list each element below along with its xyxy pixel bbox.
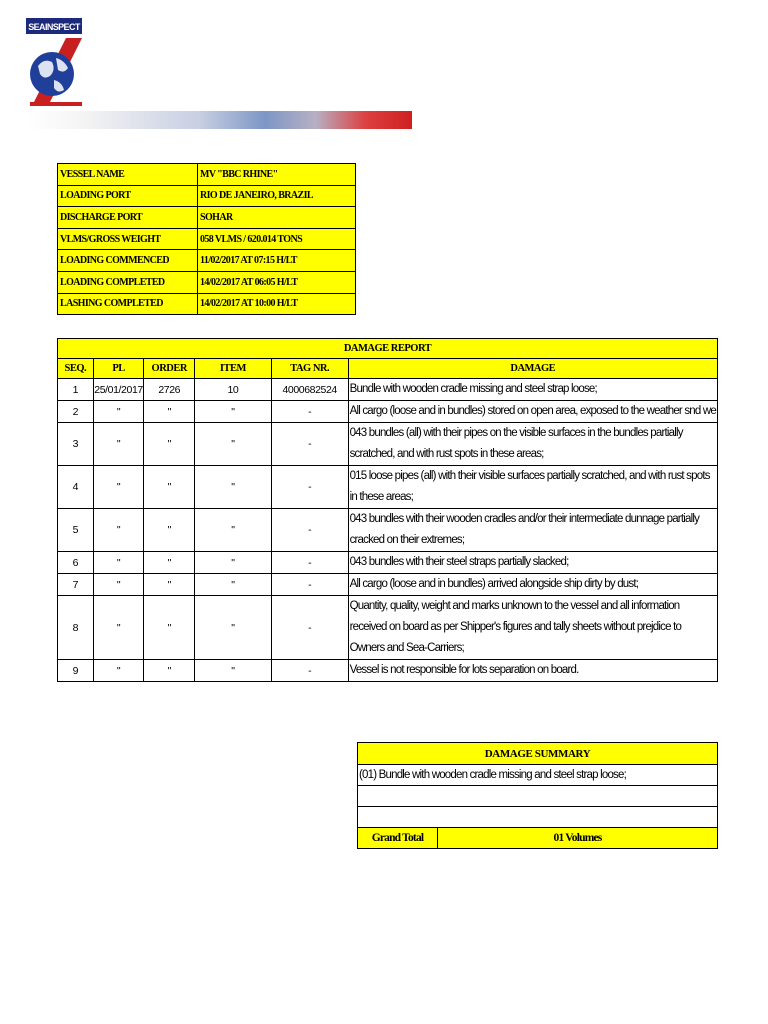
vessel-info-row (58, 250, 356, 272)
pl-cell: " (93, 466, 144, 509)
seq-cell: 1 (58, 379, 94, 401)
damage-row (58, 401, 718, 423)
tag-cell: - (271, 466, 348, 509)
item-cell: " (195, 401, 272, 423)
item-cell: " (195, 574, 272, 596)
damage-row (58, 423, 718, 466)
vessel-info-value: 14/02/2017 AT 06:05 H/LT (198, 271, 356, 293)
vessel-info-row (58, 164, 356, 186)
vessel-info-label: VESSEL NAME (58, 164, 198, 186)
damage-cell: All cargo (loose and in bundles) stored on open area, exposed to the weather snd we (348, 401, 717, 423)
item-cell: 10 (195, 379, 272, 401)
vessel-info-table (57, 163, 356, 315)
damage-row (58, 574, 718, 596)
item-cell: " (195, 423, 272, 466)
tag-cell: - (271, 596, 348, 660)
header-gradient-bar (26, 111, 412, 129)
damage-row (58, 660, 718, 682)
damage-row (58, 509, 718, 552)
vessel-info-row (58, 293, 356, 315)
seq-cell: 2 (58, 401, 94, 423)
damage-summary-title: DAMAGE SUMMARY (358, 743, 718, 765)
pl-cell: 25/01/2017 (93, 379, 144, 401)
item-cell: " (195, 466, 272, 509)
tag-cell: - (271, 552, 348, 574)
item-cell: " (195, 596, 272, 660)
vessel-info-value: 058 VLMS / 620.014 TONS (198, 228, 356, 250)
order-cell: " (144, 509, 195, 552)
col-item-header: ITEM (195, 359, 272, 379)
col-damage-header: DAMAGE (348, 359, 717, 379)
damage-cell: 043 bundles with their wooden cradles and/or their intermediate dunnage partially cracked on their extremes; (348, 509, 717, 552)
vessel-info-row (58, 228, 356, 250)
seq-cell: 8 (58, 596, 94, 660)
damage-cell: 043 bundles with their steel straps partially slacked; (348, 552, 717, 574)
damage-cell: Vessel is not responsible for lots separation on board. (348, 660, 717, 682)
vessel-info-value: 14/02/2017 AT 10:00 H/LT (198, 293, 356, 315)
svg-text:SEAINSPECT: SEAINSPECT (28, 22, 80, 32)
order-cell: " (144, 423, 195, 466)
order-cell: " (144, 596, 195, 660)
seq-cell: 4 (58, 466, 94, 509)
seq-cell: 6 (58, 552, 94, 574)
summary-line-empty (358, 807, 718, 828)
summary-line-empty (358, 786, 718, 807)
vessel-info-row (58, 207, 356, 229)
damage-row (58, 466, 718, 509)
damage-cell: Quantity, quality, weight and marks unknown to the vessel and all information received on board as per Shipper's figures and tally sheets without prejdice to Owners and Sea-Carriers; (348, 596, 717, 660)
item-cell: " (195, 660, 272, 682)
pl-cell: " (93, 401, 144, 423)
order-cell: " (144, 401, 195, 423)
vessel-info-value: SOHAR (198, 207, 356, 229)
vessel-info-value: MV "BBC RHINE" (198, 164, 356, 186)
vessel-info-row (58, 185, 356, 207)
grand-total-value: 01 Volumes (438, 828, 718, 849)
vessel-info-label: LASHING COMPLETED (58, 293, 198, 315)
pl-cell: " (93, 660, 144, 682)
pl-cell: " (93, 552, 144, 574)
order-cell: " (144, 552, 195, 574)
tag-cell: - (271, 574, 348, 596)
item-cell: " (195, 509, 272, 552)
damage-cell: 043 bundles (all) with their pipes on the visible surfaces in the bundles partially scratched, and with rust spots in these areas; (348, 423, 717, 466)
seq-cell: 7 (58, 574, 94, 596)
order-cell: 2726 (144, 379, 195, 401)
seq-cell: 3 (58, 423, 94, 466)
tag-cell: - (271, 401, 348, 423)
damage-row (58, 379, 718, 401)
vessel-info-value: 11/02/2017 AT 07:15 H/LT (198, 250, 356, 272)
vessel-info-label: LOADING COMMENCED (58, 250, 198, 272)
damage-report-title: DAMAGE REPORT (58, 339, 718, 359)
tag-cell: - (271, 423, 348, 466)
col-tag-header: TAG NR. (271, 359, 348, 379)
vessel-info-label: LOADING COMPLETED (58, 271, 198, 293)
tag-cell: - (271, 660, 348, 682)
item-cell: " (195, 552, 272, 574)
pl-cell: " (93, 596, 144, 660)
damage-row (58, 552, 718, 574)
tag-cell: - (271, 509, 348, 552)
col-pl-header: PL (93, 359, 144, 379)
pl-cell: " (93, 574, 144, 596)
pl-cell: " (93, 423, 144, 466)
order-cell: " (144, 660, 195, 682)
damage-cell: Bundle with wooden cradle missing and steel strap loose; (348, 379, 717, 401)
grand-total-label: Grand Total (358, 828, 438, 849)
damage-cell: All cargo (loose and in bundles) arrived alongside ship dirty by dust; (348, 574, 717, 596)
vessel-info-row (58, 271, 356, 293)
summary-line: (01) Bundle with wooden cradle missing and steel strap loose; (358, 765, 718, 786)
order-cell: " (144, 466, 195, 509)
damage-row (58, 596, 718, 660)
vessel-info-label: VLMS/GROSS WEIGHT (58, 228, 198, 250)
col-order-header: ORDER (144, 359, 195, 379)
vessel-info-label: LOADING PORT (58, 185, 198, 207)
damage-cell: 015 loose pipes (all) with their visible surfaces partially scratched, and with rust spots in these areas; (348, 466, 717, 509)
vessel-info-label: DISCHARGE PORT (58, 207, 198, 229)
order-cell: " (144, 574, 195, 596)
vessel-info-value: RIO DE JANEIRO, BRAZIL (198, 185, 356, 207)
seq-cell: 5 (58, 509, 94, 552)
seq-cell: 9 (58, 660, 94, 682)
pl-cell: " (93, 509, 144, 552)
damage-summary-table (357, 742, 718, 849)
tag-cell: 4000682524 (271, 379, 348, 401)
damage-report-table (57, 338, 718, 682)
company-logo (26, 18, 84, 108)
col-seq-header: SEQ. (58, 359, 94, 379)
